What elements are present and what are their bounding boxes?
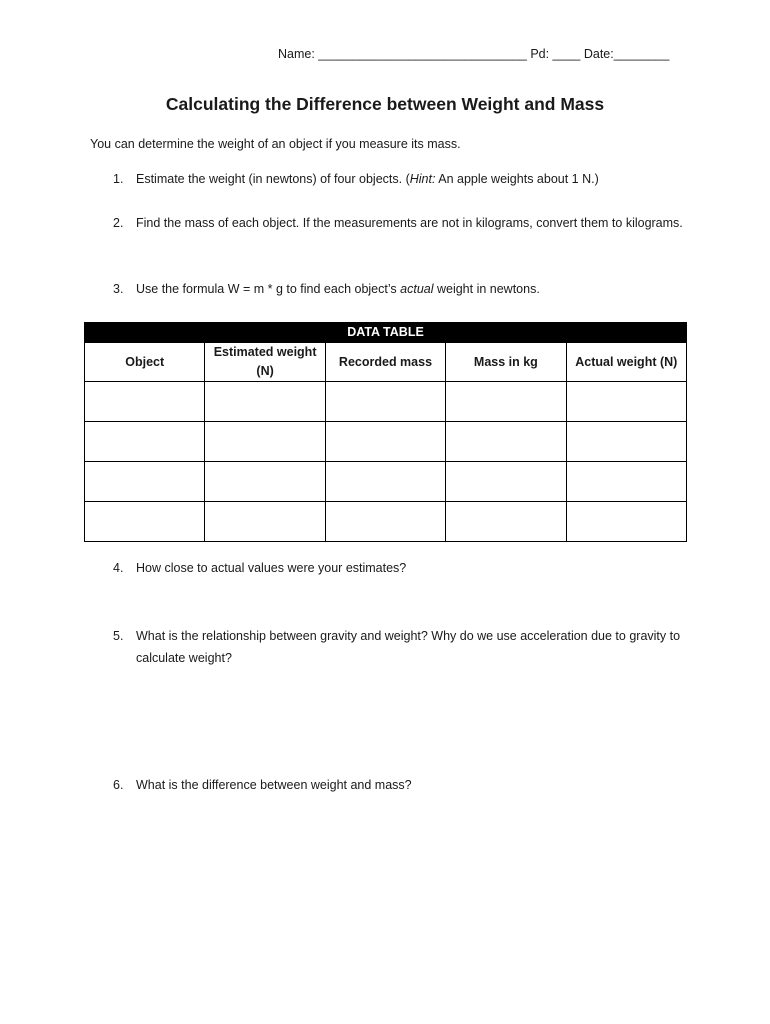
question-number: 1. xyxy=(113,172,124,186)
question-text: Estimate the weight (in newtons) of four objects. (Hint: An apple weights about 1 N.) xyxy=(136,172,599,186)
header-name-pd-date-line: Name: ______________________________ Pd: ____ Date:________ xyxy=(278,47,670,61)
question-text: Use the formula W = m * g to find each object’s actual weight in newtons. xyxy=(136,282,540,296)
table-cell[interactable] xyxy=(85,422,205,462)
table-cell[interactable] xyxy=(446,502,566,542)
question-number: 2. xyxy=(113,216,124,230)
question-number: 6. xyxy=(113,778,124,792)
table-cell[interactable] xyxy=(566,422,686,462)
table-header-row xyxy=(85,343,687,382)
table-cell[interactable] xyxy=(205,502,325,542)
table-cell[interactable] xyxy=(85,502,205,542)
table-row xyxy=(85,422,687,462)
table-cell[interactable] xyxy=(325,462,445,502)
data-table-caption: DATA TABLE xyxy=(84,322,687,342)
table-row xyxy=(85,382,687,422)
table-cell[interactable] xyxy=(85,462,205,502)
column-header-object: Object xyxy=(85,343,205,382)
column-header-actual-weight: Actual weight (N) xyxy=(566,343,686,382)
question-number: 5. xyxy=(113,629,124,643)
data-table xyxy=(84,322,687,542)
question-text: What is the relationship between gravity and weight? Why do we use acceleration due to gravity to calculate weight? xyxy=(136,629,681,665)
table-cell[interactable] xyxy=(85,382,205,422)
table-cell[interactable] xyxy=(325,382,445,422)
column-header-recorded-mass: Recorded mass xyxy=(325,343,445,382)
table-cell[interactable] xyxy=(566,502,686,542)
column-header-mass-in-kg: Mass in kg xyxy=(446,343,566,382)
column-header-estimated-weight: Estimated weight (N) xyxy=(205,343,325,382)
table-cell[interactable] xyxy=(205,422,325,462)
table-cell[interactable] xyxy=(325,422,445,462)
intro-text: You can determine the weight of an object if you measure its mass. xyxy=(90,137,461,151)
page-title: Calculating the Difference between Weight and Mass xyxy=(165,94,605,114)
table-row xyxy=(85,462,687,502)
question-number: 3. xyxy=(113,282,124,296)
table-cell[interactable] xyxy=(446,382,566,422)
table-row xyxy=(85,502,687,542)
table-cell[interactable] xyxy=(325,502,445,542)
question-text: What is the difference between weight and mass? xyxy=(136,778,412,792)
table-cell[interactable] xyxy=(446,462,566,502)
table-cell[interactable] xyxy=(205,382,325,422)
question-text: How close to actual values were your estimates? xyxy=(136,561,407,575)
question-number: 4. xyxy=(113,561,124,575)
table-cell[interactable] xyxy=(446,422,566,462)
table-cell[interactable] xyxy=(566,462,686,502)
table-cell[interactable] xyxy=(205,462,325,502)
question-text: Find the mass of each object. If the measurements are not in kilograms, convert them to kilograms. xyxy=(136,216,683,230)
table-cell[interactable] xyxy=(566,382,686,422)
